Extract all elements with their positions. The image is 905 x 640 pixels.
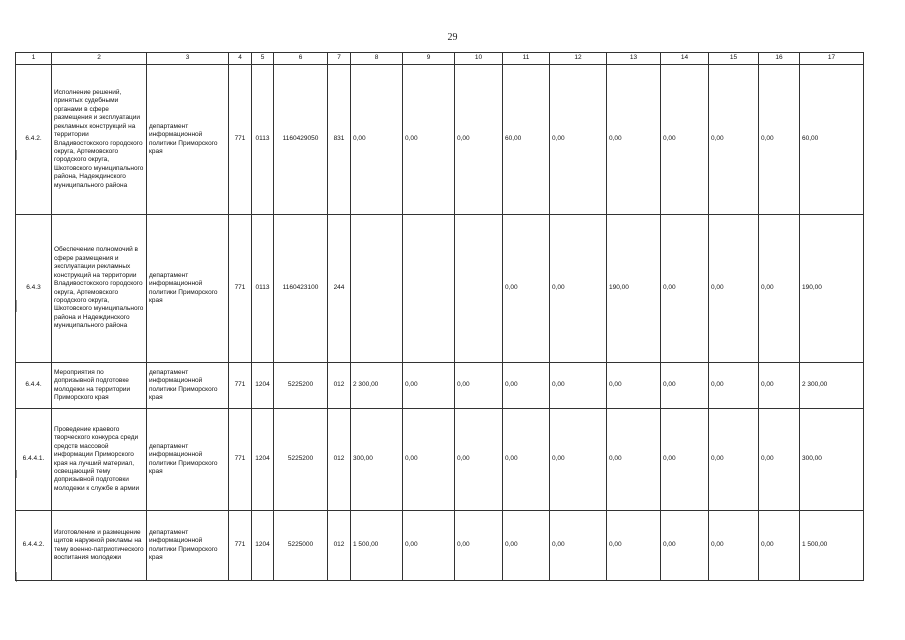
cell-value: 0,00: [759, 511, 800, 581]
cell-value: 0,00: [661, 215, 709, 363]
cell-value: 0,00: [351, 65, 403, 215]
cell-value: 0,00: [709, 215, 759, 363]
column-header-1: 1: [16, 53, 52, 65]
cell-value: 2 300,00: [800, 363, 864, 409]
cell-value: 0,00: [607, 511, 661, 581]
cell-value: 0,00: [550, 511, 607, 581]
cell-value: 0,00: [455, 511, 503, 581]
measure-name: Исполнение решений, принятых судебными органами в сфере размещения и эксплуатации рекламных конструкций на территории Владивостокского городского округа, Артемовского городского округа, Шкотовского муниципального района, Надеждинского муниципального района: [52, 65, 147, 215]
budget-code: 831: [328, 65, 351, 215]
cell-value: 0,00: [550, 65, 607, 215]
header-row: [16, 53, 864, 65]
column-header-6: 6: [274, 53, 328, 65]
column-header-15: 15: [709, 53, 759, 65]
budget-code: 771: [229, 363, 252, 409]
budget-code: 771: [229, 215, 252, 363]
column-header-17: 17: [800, 53, 864, 65]
cell-value: 0,00: [759, 363, 800, 409]
cell-value: 60,00: [503, 65, 550, 215]
page-number: 29: [447, 32, 458, 43]
cell-value: 0,00: [503, 511, 550, 581]
table-row: [16, 215, 864, 363]
cell-value: 0,00: [403, 363, 455, 409]
cell-value: 0,00: [709, 409, 759, 511]
cell-value: 1 500,00: [351, 511, 403, 581]
cell-value: 190,00: [607, 215, 661, 363]
cell-value: 0,00: [550, 215, 607, 363]
cell-value: 0,00: [661, 409, 709, 511]
cell-value: 0,00: [759, 65, 800, 215]
budget-code: 1160423100: [274, 215, 328, 363]
table-row: [16, 409, 864, 511]
column-header-7: 7: [328, 53, 351, 65]
cell-value: 0,00: [709, 65, 759, 215]
budget-code: 012: [328, 363, 351, 409]
cell-value: 60,00: [800, 65, 864, 215]
cell-value: 300,00: [800, 409, 864, 511]
executor-name: департамент информационной политики Приморского края: [147, 363, 229, 409]
cell-value: 0,00: [607, 409, 661, 511]
budget-code: 771: [229, 65, 252, 215]
cell-value: 0,00: [607, 65, 661, 215]
measure-name: Обеспечение полномочий в сфере размещения и эксплуатации рекламных конструкций на территории Владивостокского городского округа, Артемовского городского округа, Шкотовского муниципального района и Надеждинского муниципального района: [52, 215, 147, 363]
cell-value: 0,00: [709, 363, 759, 409]
budget-code: 5225200: [274, 363, 328, 409]
budget-code: 244: [328, 215, 351, 363]
budget-code: 1204: [252, 511, 274, 581]
column-header-13: 13: [607, 53, 661, 65]
table-row: [16, 65, 864, 215]
cell-value: 0,00: [503, 215, 550, 363]
budget-code: 1204: [252, 363, 274, 409]
cell-value: 0,00: [403, 65, 455, 215]
table-row: [16, 511, 864, 581]
budget-code: 771: [229, 511, 252, 581]
column-header-10: 10: [455, 53, 503, 65]
cell-value: 0,00: [759, 409, 800, 511]
column-header-4: 4: [229, 53, 252, 65]
cell-value: 0,00: [403, 511, 455, 581]
cell-value: 0,00: [403, 409, 455, 511]
cell-value: 0,00: [455, 409, 503, 511]
cell-value: 0,00: [550, 409, 607, 511]
cell-value: 1 500,00: [800, 511, 864, 581]
budget-code: 012: [328, 511, 351, 581]
cell-value: [351, 215, 403, 363]
column-header-14: 14: [661, 53, 709, 65]
cell-value: 0,00: [455, 65, 503, 215]
measure-name: Изготовление и размещение щитов наружной рекламы на тему военно-патриотического воспитания молодежи: [52, 511, 147, 581]
column-header-9: 9: [403, 53, 455, 65]
column-header-2: 2: [52, 53, 147, 65]
cell-value: 0,00: [759, 215, 800, 363]
executor-name: департамент информационной политики Приморского края: [147, 409, 229, 511]
budget-code: 1160429050: [274, 65, 328, 215]
measure-name: Мероприятия по допризывной подготовке молодежи на территории Приморского края: [52, 363, 147, 409]
column-header-8: 8: [351, 53, 403, 65]
executor-name: департамент информационной политики Приморского края: [147, 511, 229, 581]
budget-code: 0113: [252, 65, 274, 215]
cell-value: 0,00: [550, 363, 607, 409]
cell-value: 300,00: [351, 409, 403, 511]
row-number: 6.4.4.: [16, 363, 52, 409]
budget-code: 012: [328, 409, 351, 511]
cell-value: 0,00: [607, 363, 661, 409]
budget-code: 0113: [252, 215, 274, 363]
executor-name: департамент информационной политики Приморского края: [147, 215, 229, 363]
cell-value: [455, 215, 503, 363]
cell-value: 0,00: [709, 511, 759, 581]
column-header-12: 12: [550, 53, 607, 65]
cell-value: 0,00: [661, 511, 709, 581]
cell-value: [403, 215, 455, 363]
row-number: 6.4.4.2.: [16, 511, 52, 581]
cell-value: 0,00: [503, 409, 550, 511]
budget-code: 1204: [252, 409, 274, 511]
budget-code: 5225200: [274, 409, 328, 511]
budget-code: 771: [229, 409, 252, 511]
executor-name: департамент информационной политики Приморского края: [147, 65, 229, 215]
budget-code: 5225000: [274, 511, 328, 581]
row-number: 6.4.2.: [16, 65, 52, 215]
cell-value: 2 300,00: [351, 363, 403, 409]
cell-value: 0,00: [503, 363, 550, 409]
cell-value: 0,00: [455, 363, 503, 409]
row-number: 6.4.3: [16, 215, 52, 363]
cell-value: 0,00: [661, 65, 709, 215]
column-header-3: 3: [147, 53, 229, 65]
measure-name: Проведение краевого творческого конкурса среди средств массовой информации Приморского края на лучший материал, освещающий тему допризывной подготовки молодежи к службе в армии: [52, 409, 147, 511]
column-header-11: 11: [503, 53, 550, 65]
row-number: 6.4.4.1.: [16, 409, 52, 511]
cell-value: 0,00: [661, 363, 709, 409]
table-row: [16, 363, 864, 409]
budget-table: [15, 52, 864, 581]
column-header-5: 5: [252, 53, 274, 65]
column-header-16: 16: [759, 53, 800, 65]
cell-value: 190,00: [800, 215, 864, 363]
